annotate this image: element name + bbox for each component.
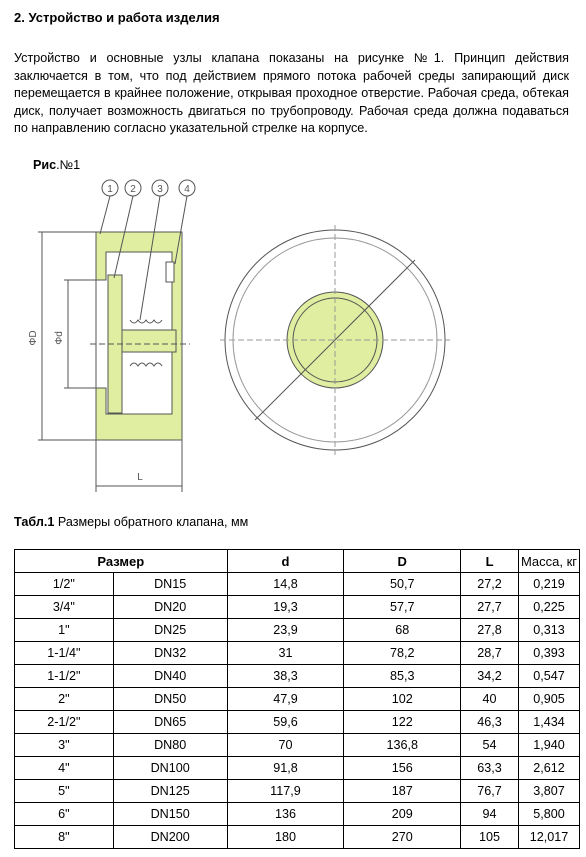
table-cell: 28,7: [461, 642, 519, 665]
table-header-row: [15, 550, 580, 573]
table-cell: 187: [344, 780, 461, 803]
table-cell: 27,8: [461, 619, 519, 642]
table-cell: DN100: [113, 757, 227, 780]
table-cell: DN200: [113, 826, 227, 849]
table-cell: 117,9: [227, 780, 344, 803]
table-cell: DN150: [113, 803, 227, 826]
header-L: L: [461, 550, 519, 573]
table-cell: 23,9: [227, 619, 344, 642]
table-row: [15, 665, 580, 688]
table-row: [15, 688, 580, 711]
table-cell: 136: [227, 803, 344, 826]
header-mass: Масса, кг: [519, 550, 580, 573]
callout-4: 4: [184, 184, 190, 195]
table-cell: 12,017: [519, 826, 580, 849]
table-cell: 63,3: [461, 757, 519, 780]
table-cell: 4": [15, 757, 114, 780]
table-cell: 0,547: [519, 665, 580, 688]
table-cell: 0,905: [519, 688, 580, 711]
table-cell: 1-1/2": [15, 665, 114, 688]
table-cell: 3,807: [519, 780, 580, 803]
valve-drawing: [0, 170, 586, 500]
table-cell: 31: [227, 642, 344, 665]
header-d: d: [227, 550, 344, 573]
table-row: [15, 803, 580, 826]
table-cell: 34,2: [461, 665, 519, 688]
header-size: Размер: [15, 550, 228, 573]
table-cell: 102: [344, 688, 461, 711]
table-row: [15, 596, 580, 619]
callout-1: 1: [107, 184, 113, 195]
section-heading: 2. Устройство и работа изделия: [14, 10, 220, 25]
table-cell: 3/4": [15, 596, 114, 619]
table-caption-text: Размеры обратного клапана, мм: [54, 515, 249, 529]
table-row: [15, 734, 580, 757]
dim-L-label: L: [137, 472, 143, 483]
table-cell: 2-1/2": [15, 711, 114, 734]
table-cell: 3": [15, 734, 114, 757]
table-cell: 76,7: [461, 780, 519, 803]
table-cell: 5,800: [519, 803, 580, 826]
table-cell: 1-1/4": [15, 642, 114, 665]
table-cell: 0,313: [519, 619, 580, 642]
table-cell: 54: [461, 734, 519, 757]
table-cell: 27,2: [461, 573, 519, 596]
table-cell: 68: [344, 619, 461, 642]
table-cell: 5": [15, 780, 114, 803]
table-cell: DN125: [113, 780, 227, 803]
table-cell: 1,940: [519, 734, 580, 757]
table-cell: 0,219: [519, 573, 580, 596]
table-cell: 27,7: [461, 596, 519, 619]
table-cell: DN32: [113, 642, 227, 665]
table-cell: 59,6: [227, 711, 344, 734]
table-row: [15, 642, 580, 665]
dimensions-table: [14, 549, 580, 849]
dim-d-label: Φd: [54, 331, 65, 345]
table-cell: 136,8: [344, 734, 461, 757]
table-cell: DN50: [113, 688, 227, 711]
table-cell: DN40: [113, 665, 227, 688]
table-cell: 0,393: [519, 642, 580, 665]
header-D: D: [344, 550, 461, 573]
table-row: [15, 757, 580, 780]
table-cell: 94: [461, 803, 519, 826]
table-cell: 6": [15, 803, 114, 826]
table-cell: 270: [344, 826, 461, 849]
valve-front-view: [220, 225, 450, 455]
table-row: [15, 780, 580, 803]
table-cell: 0,225: [519, 596, 580, 619]
table-cell: 78,2: [344, 642, 461, 665]
table-cell: 105: [461, 826, 519, 849]
table-cell: 46,3: [461, 711, 519, 734]
callout-3: 3: [157, 184, 163, 195]
callout-circles: [102, 180, 195, 196]
table-cell: DN25: [113, 619, 227, 642]
table-cell: 209: [344, 803, 461, 826]
table-cell: 1/2": [15, 573, 114, 596]
table-cell: DN65: [113, 711, 227, 734]
table-cell: 122: [344, 711, 461, 734]
dim-D-label: ΦD: [28, 330, 39, 346]
table-cell: 14,8: [227, 573, 344, 596]
table-cell: 70: [227, 734, 344, 757]
table-cell: 91,8: [227, 757, 344, 780]
table-cell: 40: [461, 688, 519, 711]
table-cell: DN80: [113, 734, 227, 757]
table-caption-bold: Табл.1: [14, 515, 55, 529]
table-cell: 1": [15, 619, 114, 642]
table-row: [15, 573, 580, 596]
table-cell: 180: [227, 826, 344, 849]
table-cell: 50,7: [344, 573, 461, 596]
table-cell: DN15: [113, 573, 227, 596]
table-row: [15, 711, 580, 734]
table-cell: 19,3: [227, 596, 344, 619]
table-cell: 8": [15, 826, 114, 849]
figure-label-number: .№1: [56, 158, 81, 172]
table-row: [15, 619, 580, 642]
table-cell: 57,7: [344, 596, 461, 619]
callout-2: 2: [130, 184, 136, 195]
table-cell: 85,3: [344, 665, 461, 688]
table-cell: 1,434: [519, 711, 580, 734]
table-cell: 156: [344, 757, 461, 780]
table-cell: 2,612: [519, 757, 580, 780]
description-paragraph: Устройство и основные узлы клапана показаны на рисунке №1. Принцип действия заключается в том, что под действием прямого потока рабочей среды запирающий диск перемещается в крайнее положение, открывая проходное отверстие. Рабочая среда, обтекая диск, получает возможность двигаться по трубопроводу. Рабочая среда должна подаваться по направлению согласно указательной стрелке на корпусе.: [14, 51, 569, 136]
table-row: [15, 826, 580, 849]
table-cell: DN20: [113, 596, 227, 619]
table-caption: [14, 515, 248, 529]
table-cell: 47,9: [227, 688, 344, 711]
table-cell: 38,3: [227, 665, 344, 688]
table-cell: 2": [15, 688, 114, 711]
figure-label-bold: Рис: [33, 158, 57, 172]
